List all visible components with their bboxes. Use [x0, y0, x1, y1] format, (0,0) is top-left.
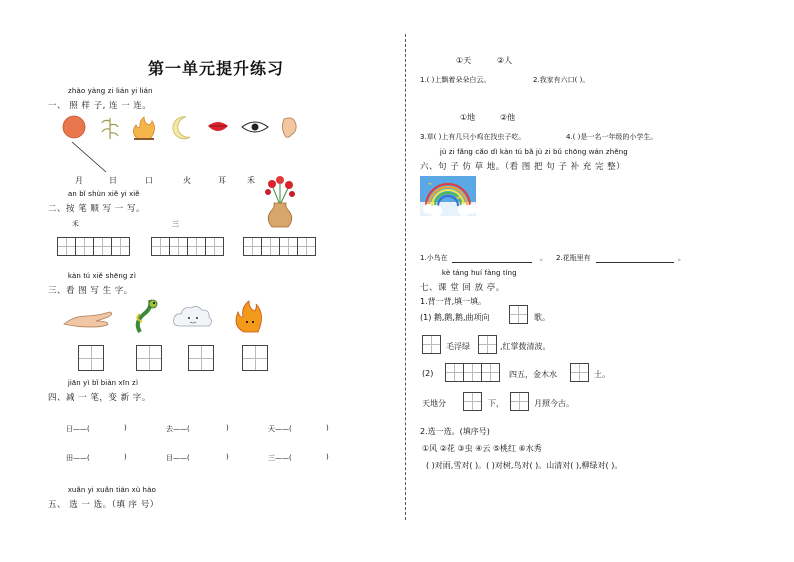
s6-heading: 六、句 子 仿 草 地。（看 图 把 句 子 补 充 完 整） — [420, 162, 626, 172]
s4-r1-c1: 日——( — [66, 425, 90, 433]
fill2-suffix: 。 — [678, 254, 685, 262]
fire-icon — [133, 117, 154, 139]
s1-example-line — [70, 140, 110, 175]
s4-r1-c3-end: ) — [326, 424, 329, 432]
s4-r2-c2-end: ) — [226, 453, 229, 461]
s3-box-2[interactable] — [136, 345, 162, 371]
q3: 3.草( )上有几只小鸡在找虫子吃。 — [420, 133, 526, 141]
mouth-icon — [208, 122, 228, 131]
s7-line1: (1) 鹅,鹅,鹅,曲项向 — [420, 313, 490, 322]
s7-line4-box-b[interactable] — [511, 392, 529, 411]
fill2-blank[interactable] — [596, 262, 674, 263]
s2-label-1: 禾 — [72, 220, 79, 228]
s5-pinyin: xuǎn yi xuǎn tián xù hào — [68, 485, 157, 494]
s7-pairs: ( )对雨,雪对( )。( )对树,鸟对( )。山清对( ),柳绿对( )。 — [426, 461, 623, 470]
grain-icon — [102, 118, 118, 139]
eye-icon — [242, 122, 268, 132]
vase-icon — [262, 175, 298, 231]
s3-box-3[interactable] — [188, 345, 214, 371]
s4-r2-c2: 目——( — [166, 454, 190, 462]
s7-line4-end: 月照今古。 — [534, 399, 574, 408]
s4-r2-c3: 三——( — [268, 454, 292, 462]
s7-line2-end: ,红掌拨清波。 — [500, 342, 551, 351]
s4-r2-c1: 田——( — [66, 454, 90, 462]
cloud-icon — [174, 306, 212, 326]
s2-grid-2[interactable] — [152, 237, 224, 256]
s1-word-6: 禾 — [247, 176, 255, 185]
s2-label-2: 三 — [172, 220, 179, 228]
s2-grid-1[interactable] — [58, 237, 130, 256]
s4-r2-c1-end: ) — [124, 453, 127, 461]
s7-part-2: 2.选一选。(填序号) — [420, 427, 490, 436]
rainbow-picture — [420, 176, 476, 216]
s4-r1-c2-end: ) — [226, 424, 229, 432]
s7-line4: 天地分 — [422, 399, 446, 408]
s7-line3-box-b[interactable] — [571, 363, 589, 382]
fill2-prefix: 2.花瓶里有 — [556, 254, 591, 262]
s7-choices: ①风 ②花 ③虫 ④云 ⑤桃红 ⑥水秀 — [422, 444, 542, 453]
opts1-a: ①天 — [456, 56, 472, 65]
s7-line3-mid: 四五，金木水 — [509, 370, 557, 379]
s1-word-5: 耳 — [218, 176, 226, 185]
page-divider — [405, 34, 406, 520]
s4-pinyin: jiān yì bǐ biàn xīn zì — [68, 378, 139, 387]
s4-r2-c3-end: ) — [326, 453, 329, 461]
ear-icon — [282, 118, 296, 137]
s2-pinyin: an bǐ shùn xiě yi xiě — [68, 189, 140, 198]
s7-line2: 毛浮绿 — [446, 342, 470, 351]
s7-pinyin: kè táng huí fàng tíng — [442, 268, 517, 277]
page-title: 第一单元提升练习 — [148, 59, 285, 78]
s1-heading: 一、 照 样 子, 连 一 连。 — [48, 101, 152, 111]
sun-icon — [63, 116, 85, 138]
s4-r1-c3: 天——( — [268, 425, 292, 433]
s7-line3-label: (2) — [422, 369, 434, 378]
s7-line4-box-a[interactable] — [464, 392, 482, 411]
s7-part-1: 1.背一背,填一填。 — [420, 297, 487, 306]
s7-line2-box-a[interactable] — [423, 335, 441, 354]
s7-line2-box-b[interactable] — [479, 335, 497, 354]
s2-heading: 二、按 笔 顺 写 一 写。 — [48, 204, 146, 214]
s4-heading: 四、减 一 笔，变 新 字。 — [48, 393, 151, 403]
fill1-suffix: 。 — [540, 254, 547, 262]
q4: 4.( )是一名一年级的小学生。 — [566, 133, 658, 141]
s2-grid-3[interactable] — [244, 237, 316, 256]
s1-word-1: 月 — [75, 176, 83, 185]
fill1-blank[interactable] — [452, 262, 532, 263]
s3-heading: 三、看 图 写 生 字。 — [48, 286, 133, 296]
s3-box-1[interactable] — [78, 345, 104, 371]
flame-icon — [236, 301, 262, 332]
s7-line4-mid: 下， — [488, 399, 504, 408]
q2: 2.我家有六口( )。 — [533, 76, 590, 84]
s1-word-2: 日 — [109, 176, 117, 185]
q1: 1.( )上飘着朵朵白云。 — [420, 76, 491, 84]
s7-line1-box[interactable] — [510, 305, 528, 324]
s4-r1-c2: 去——( — [166, 425, 190, 433]
s3-pinyin: kàn tú xiě shēng zì — [68, 271, 137, 280]
s1-word-4: 火 — [183, 176, 191, 185]
s4-r1-c1-end: ) — [124, 424, 127, 432]
s5-heading: 五、 选 一 选。（填 序 号） — [48, 500, 159, 510]
s3-pictures — [62, 298, 282, 336]
s1-word-3: 口 — [145, 176, 153, 185]
opts2-a: ①地 — [460, 113, 476, 122]
s3-box-4[interactable] — [242, 345, 268, 371]
s1-pinyin: zhào yàng zi lián yi lián — [68, 86, 153, 95]
hand-icon — [64, 312, 112, 327]
moon-icon — [173, 117, 190, 139]
s7-heading: 七、课 堂 回 放 亭。 — [420, 283, 505, 293]
s7-line1-end: 歌。 — [534, 313, 550, 322]
opts2-b: ②他 — [500, 113, 516, 122]
fill1-prefix: 1.小鸟在 — [420, 254, 448, 262]
s6-pinyin: jù zi fǎng cǎo dì kàn tú bǎ jù zi bǔ chōng wán zhěng — [440, 147, 628, 156]
opts1-b: ②人 — [497, 56, 513, 65]
bug-icon — [137, 300, 157, 332]
s7-line3-end: 土。 — [594, 370, 610, 379]
s7-line3-boxes[interactable] — [446, 363, 500, 382]
